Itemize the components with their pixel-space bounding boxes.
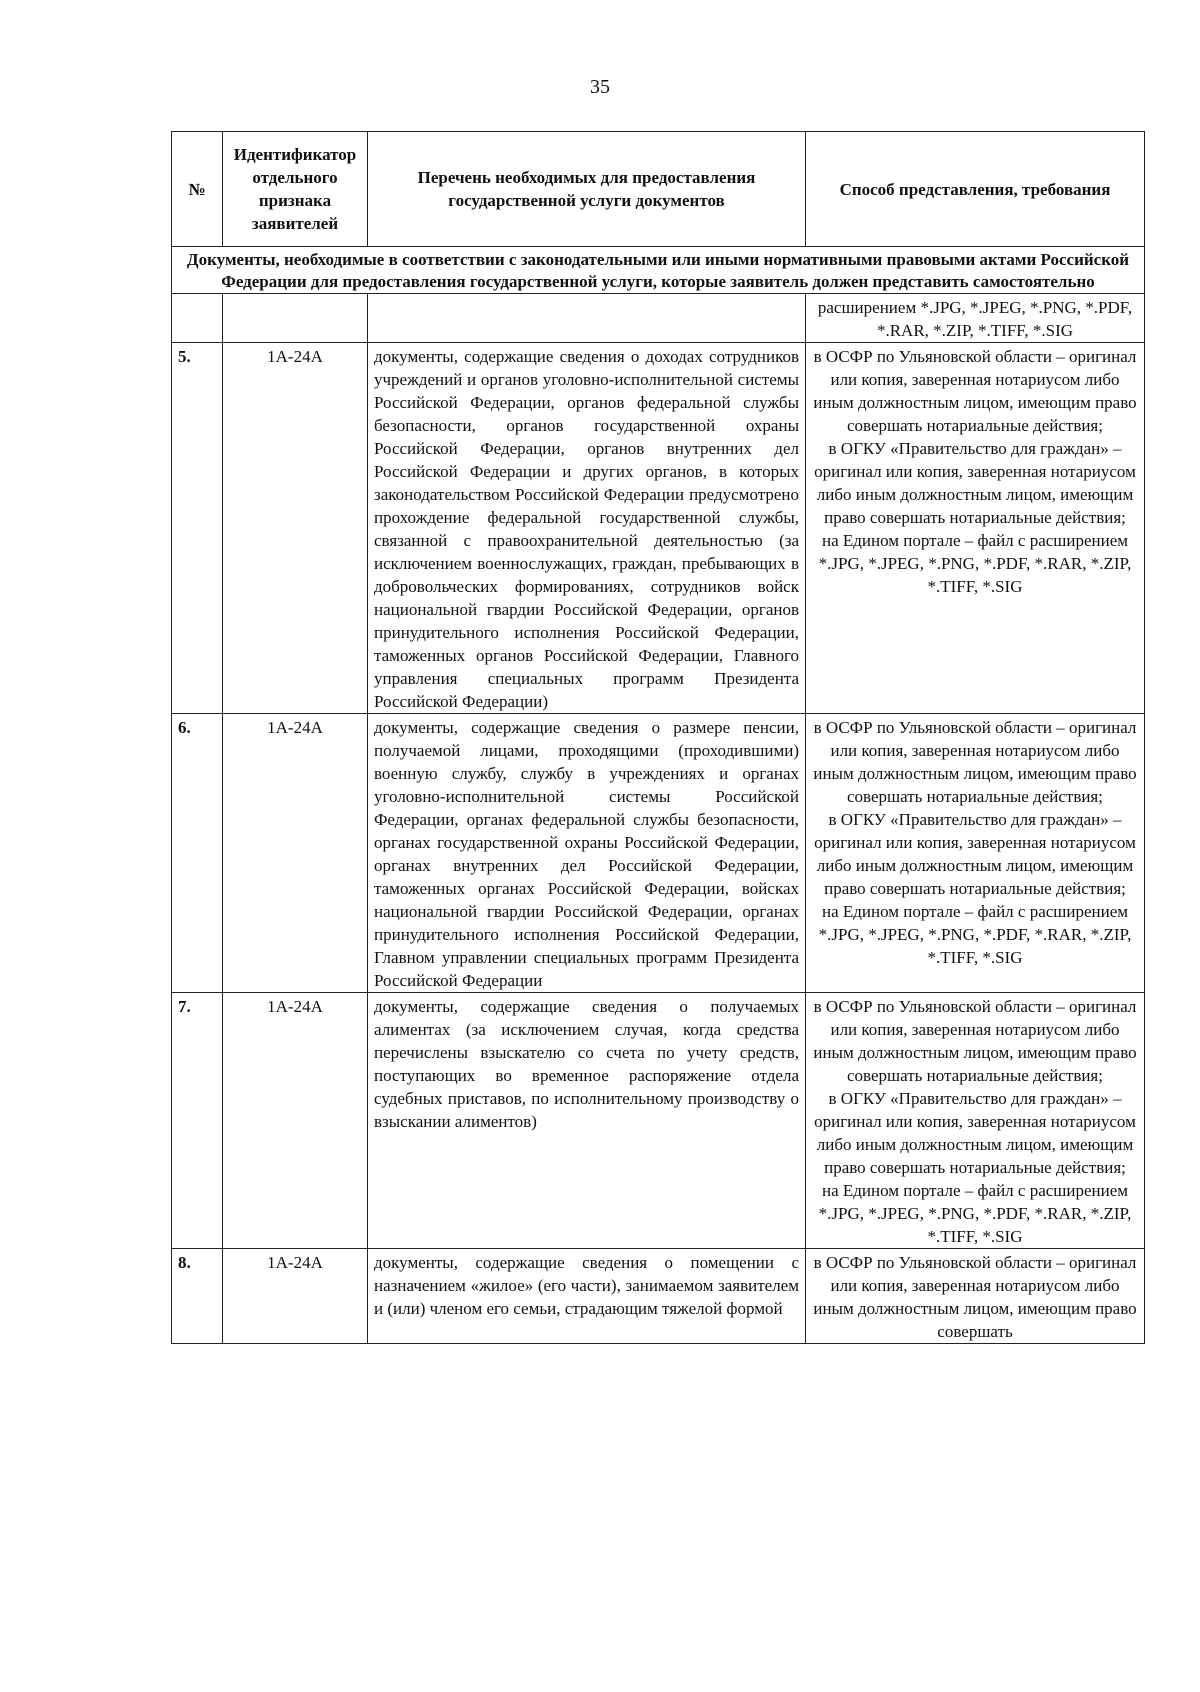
method-osfr: в ОСФР по Ульяновской области – оригинал или копия, заверенная нотариусом либо иным должностным лицом, имеющим право совершать	[813, 1253, 1137, 1341]
cell-identifier	[223, 294, 368, 343]
table-row	[172, 714, 1145, 993]
documents-table	[171, 131, 1145, 1344]
row-documents: документы, содержащие сведения о получаемых алиментах (за исключением случая, когда средства перечислены взыскателю со счета по учету средств, поступающих во временное распоряжение отдела судебных приставов, по исполнительному производству о взыскании алиментов)	[368, 993, 806, 1249]
cell-method: расширением *.JPG, *.JPEG, *.PNG, *.PDF, *.RAR, *.ZIP, *.TIFF, *.SIG	[806, 294, 1145, 343]
cell-num	[172, 294, 223, 343]
row-method	[806, 993, 1145, 1249]
method-portal: на Едином портале – файл с расширением *.JPG, *.JPEG, *.PNG, *.PDF, *.RAR, *.ZIP, *.TIFF, *.SIG	[818, 902, 1132, 967]
method-osfr: в ОСФР по Ульяновской области – оригинал или копия, заверенная нотариусом либо иным должностным лицом, имеющим право совершать нотариальные действия;	[813, 718, 1137, 806]
method-portal: на Едином портале – файл с расширением *.JPG, *.JPEG, *.PNG, *.PDF, *.RAR, *.ZIP, *.TIFF, *.SIG	[818, 531, 1132, 596]
continuation-row	[172, 294, 1145, 343]
method-osfr: в ОСФР по Ульяновской области – оригинал или копия, заверенная нотариусом либо иным должностным лицом, имеющим право совершать нотариальные действия;	[813, 347, 1137, 435]
row-identifier: 1А-24А	[223, 1249, 368, 1344]
header-method: Способ представления, требования	[806, 132, 1145, 247]
section-title: Документы, необходимые в соответствии с законодательными или иными нормативными правовыми актами Российской Федерации для предоставления государственной услуги, которые заявитель должен представить самостоятельно	[172, 247, 1145, 294]
row-identifier: 1А-24А	[223, 714, 368, 993]
row-num: 6.	[172, 714, 223, 993]
method-ogku: в ОГКУ «Правительство для граждан» – оригинал или копия, заверенная нотариусом либо иным должностным лицом, имеющим право совершать нотариальные действия;	[814, 810, 1136, 898]
header-documents: Перечень необходимых для предоставления государственной услуги документов	[368, 132, 806, 247]
row-documents: документы, содержащие сведения о помещении с назначением «жилое» (его части), занимаемом заявителем и (или) членом его семьи, страдающим тяжелой формой	[368, 1249, 806, 1344]
row-identifier: 1А-24А	[223, 343, 368, 714]
row-num: 5.	[172, 343, 223, 714]
header-identifier: Идентификатор отдельного признака заявителей	[223, 132, 368, 247]
table-header-row	[172, 132, 1145, 247]
method-osfr: в ОСФР по Ульяновской области – оригинал или копия, заверенная нотариусом либо иным должностным лицом, имеющим право совершать нотариальные действия;	[813, 997, 1137, 1085]
method-ogku: в ОГКУ «Правительство для граждан» – оригинал или копия, заверенная нотариусом либо иным должностным лицом, имеющим право совершать нотариальные действия;	[814, 1089, 1136, 1177]
row-documents: документы, содержащие сведения о доходах сотрудников учреждений и органов уголовно-исполнительной системы Российской Федерации, органов федеральной службы безопасности, органов государственной охраны Российской Федерации, органов внутренних дел Российской Федерации и других органов, в которых законодательством Российской Федерации предусмотрено прохождение федеральной государственной службы, связанной с правоохранительной деятельностью (за исключением военнослужащих, граждан, пребывающих в добровольческих формированиях, сотрудников войск национальной гвардии Российской Федерации, органов принудительного исполнения Российской Федерации, таможенных органов Российской Федерации, Главного управления специальных программ Президента Российской Федерации)	[368, 343, 806, 714]
method-portal: на Едином портале – файл с расширением *.JPG, *.JPEG, *.PNG, *.PDF, *.RAR, *.ZIP, *.TIFF, *.SIG	[818, 1181, 1132, 1246]
row-method	[806, 343, 1145, 714]
row-num: 8.	[172, 1249, 223, 1344]
row-num: 7.	[172, 993, 223, 1249]
row-identifier: 1А-24А	[223, 993, 368, 1249]
table-row	[172, 1249, 1145, 1344]
table-row	[172, 343, 1145, 714]
page-number: 35	[590, 76, 610, 98]
method-ogku: в ОГКУ «Правительство для граждан» – оригинал или копия, заверенная нотариусом либо иным должностным лицом, имеющим право совершать нотариальные действия;	[814, 439, 1136, 527]
row-method	[806, 714, 1145, 993]
table-row	[172, 993, 1145, 1249]
section-row	[172, 247, 1145, 294]
header-num: №	[172, 132, 223, 247]
row-method	[806, 1249, 1145, 1344]
row-documents: документы, содержащие сведения о размере пенсии, получаемой лицами, проходящими (проходившими) военную службу, службу в учреждениях и органах уголовно-исполнительной системы Российской Федерации, органах федеральной службы безопасности, органах государственной охраны Российской Федерации, органах внутренних дел Российской Федерации, таможенных органах Российской Федерации, войсках национальной гвардии Российской Федерации, органах принудительного исполнения Российской Федерации, Главном управлении специальных программ Президента Российской Федерации	[368, 714, 806, 993]
cell-documents	[368, 294, 806, 343]
